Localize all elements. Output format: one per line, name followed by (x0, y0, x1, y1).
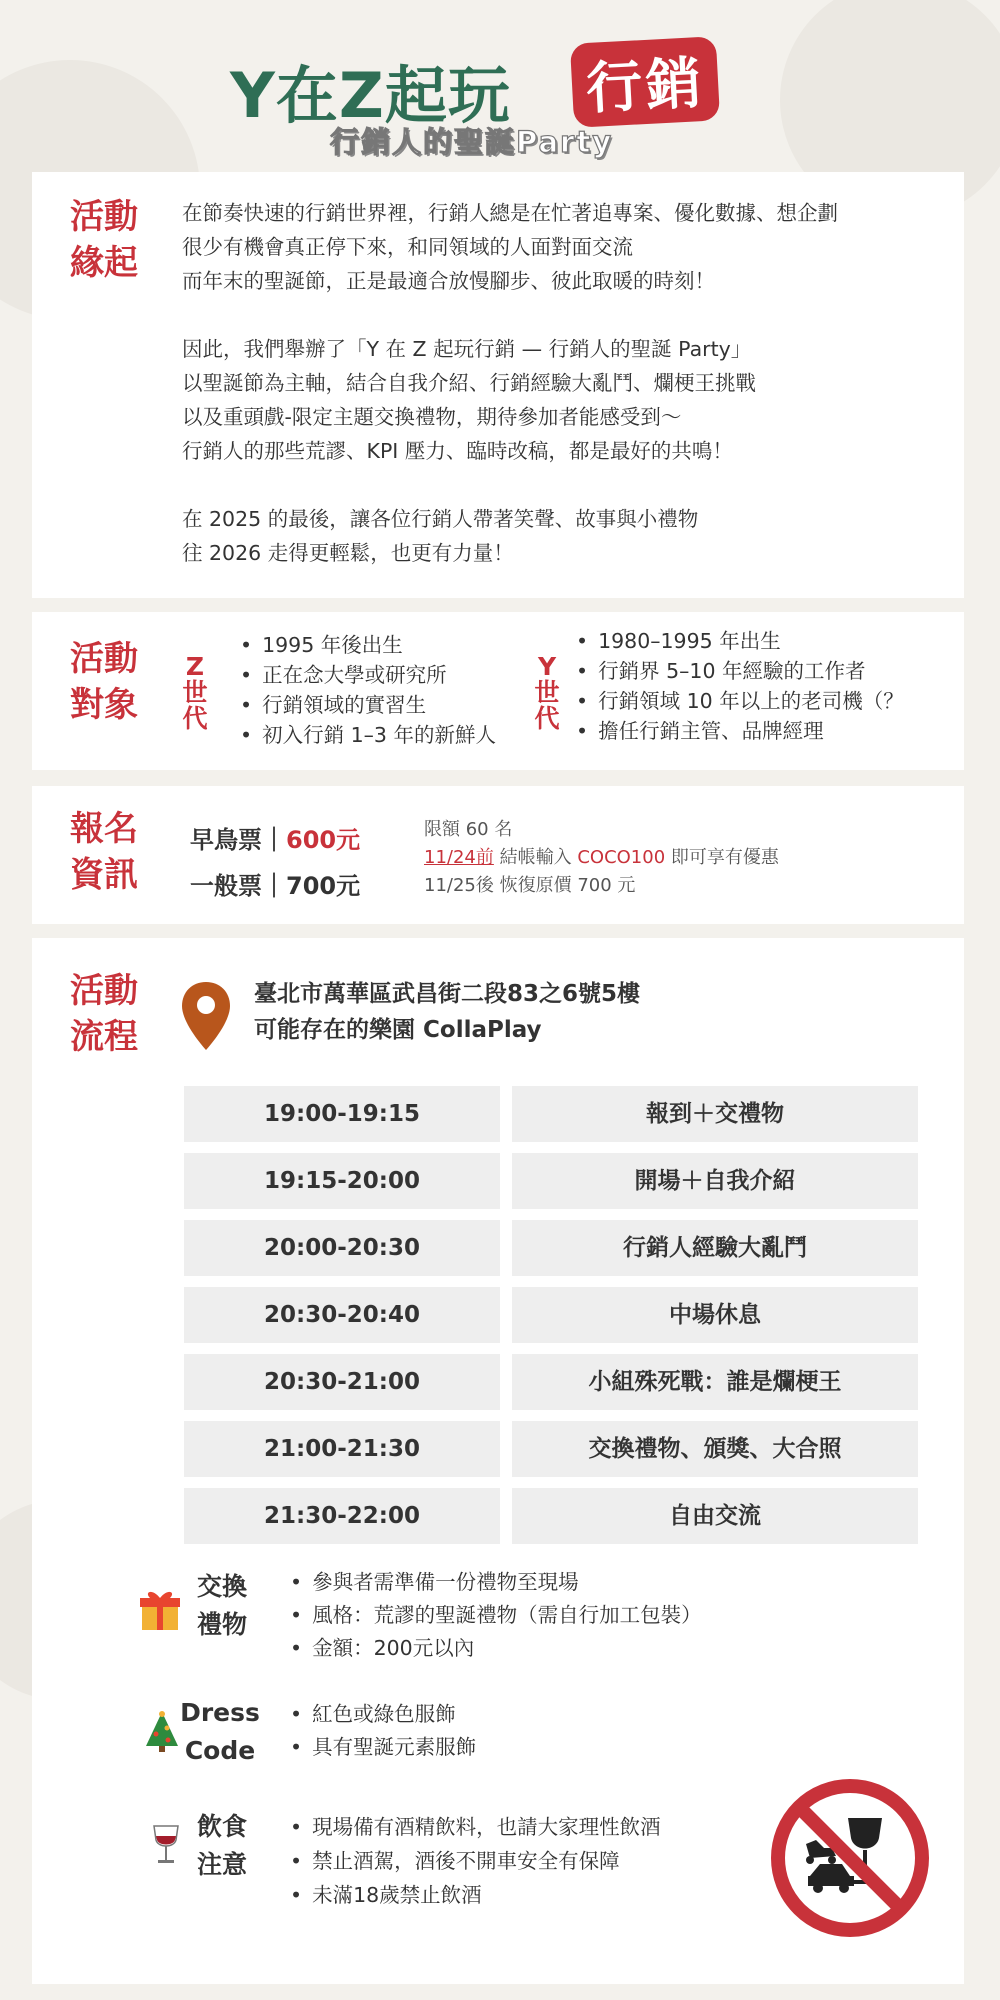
gift-icon (138, 1588, 182, 1632)
list-item: • 未滿18歲禁止飲酒 (290, 1878, 661, 1912)
drink-heading: 飲食 注意 (196, 1812, 247, 1879)
list-item: • 現場備有酒精飲料，也請大家理性飲酒 (290, 1810, 661, 1844)
location-pin-icon (180, 980, 232, 1052)
schedule-time: 20:30-21:00 (184, 1354, 500, 1410)
gen-y-list (576, 626, 904, 746)
title-badge: 行銷 (570, 36, 720, 128)
intro-heading: 活動 緣起 (70, 197, 138, 283)
audience-card (32, 612, 964, 770)
registration-heading: 報名 資訊 (70, 809, 138, 895)
no-drink-driving-icon (770, 1778, 930, 1938)
list-item: • 行銷領域的實習生 (240, 690, 496, 720)
general-ticket: 一般票｜700元 (190, 872, 361, 900)
gift-list (290, 1566, 702, 1665)
list-item: • 紅色或綠色服飾 (290, 1698, 476, 1731)
general-price: 700元 (286, 872, 361, 900)
schedule-event: 報到＋交禮物 (512, 1086, 918, 1142)
list-item: • 禁止酒駕，酒後不開車安全有保障 (290, 1844, 661, 1878)
list-item: • 行銷界 5–10 年經驗的工作者 (576, 656, 904, 686)
list-item: • 參與者需準備一份禮物至現場 (290, 1566, 702, 1599)
list-item: • 金額：200元以內 (290, 1632, 702, 1665)
schedule-event: 交換禮物、頒獎、大合照 (512, 1421, 918, 1477)
intro-paragraph: 在節奏快速的行銷世界裡，行銷人總是在忙著追專案、優化數據、想企劃 很少有機會真正停下來，和同領域的人面對面交流 而年末的聖誕節，正是最適合放慢腳步、彼此取暖的時刻！ 因此，我們舉辦了「Y 在 Z 起玩行銷 — 行銷人的聖誕 Party」 以聖誕節為主軸，結合自我介紹、行銷經驗大亂鬥、爛梗王挑戰 以及重頭戲-限定主題交換禮物，期待參加者能感受到～ 行銷人的那些荒謬、KPI 壓力、臨時改稿，都是最好的共鳴！ 在 2025 的最後，讓各位行銷人帶著笑聲、故事與小禮物 往 2026 走得更輕鬆，也更有力量！ (182, 201, 838, 565)
gen-z-label: Z 世 代 (182, 652, 208, 733)
discount-code: COCO100 (577, 847, 666, 868)
gen-y-label: Y 世 代 (534, 652, 560, 733)
list-item: • 具有聖誕元素服飾 (290, 1731, 476, 1764)
audience-heading: 活動 對象 (70, 639, 138, 725)
intro-card (32, 172, 964, 598)
schedule-time: 20:00-20:30 (184, 1220, 500, 1276)
schedule-heading: 活動 流程 (70, 971, 138, 1057)
schedule-event: 開場＋自我介紹 (512, 1153, 918, 1209)
dress-code-heading: Dress Code (180, 1698, 260, 1765)
schedule-event: 小組殊死戰：誰是爛梗王 (512, 1354, 918, 1410)
deadline-date: 11/24前 (424, 847, 494, 868)
registration-card (32, 786, 964, 924)
schedule-card (32, 938, 964, 1984)
schedule-time: 20:30-20:40 (184, 1287, 500, 1343)
hero-banner (0, 28, 1000, 168)
schedule-event: 行銷人經驗大亂鬥 (512, 1220, 918, 1276)
address-line: 臺北市萬華區武昌街二段83之6號5樓 (254, 981, 641, 1007)
venue-name: 可能存在的樂園 CollaPlay (254, 1017, 542, 1043)
registration-details: 限額 60 名 11/24前 結帳輸入 COCO100 即可享有優惠 11/25後 恢復原價 700 元 (424, 819, 779, 896)
christmas-tree-icon (140, 1710, 184, 1754)
list-item: • 風格：荒謬的聖誕禮物（需自行加工包裝） (290, 1599, 702, 1632)
schedule-event: 中場休息 (512, 1287, 918, 1343)
list-item: • 1980–1995 年出生 (576, 626, 904, 656)
list-item: • 正在念大學或研究所 (240, 660, 496, 690)
gift-heading: 交換 禮物 (196, 1572, 247, 1639)
gen-z-list (240, 630, 496, 750)
dress-code-list (290, 1698, 476, 1764)
schedule-event: 自由交流 (512, 1488, 918, 1544)
list-item: • 行銷領域 10 年以上的老司機（？ (576, 686, 904, 716)
drink-list (290, 1810, 661, 1912)
list-item: • 初入行銷 1–3 年的新鮮人 (240, 720, 496, 750)
page-subtitle: 行銷人的聖誕Party (330, 125, 614, 159)
page-title: Y在Z起玩 (230, 59, 511, 132)
early-bird-price: 600元 (286, 826, 361, 854)
schedule-time: 21:30-22:00 (184, 1488, 500, 1544)
schedule-time: 19:15-20:00 (184, 1153, 500, 1209)
list-item: • 擔任行銷主管、品牌經理 (576, 716, 904, 746)
schedule-time: 19:00-19:15 (184, 1086, 500, 1142)
early-bird-ticket: 早鳥票｜600元 (190, 826, 361, 854)
schedule-time: 21:00-21:30 (184, 1421, 500, 1477)
list-item: • 1995 年後出生 (240, 630, 496, 660)
